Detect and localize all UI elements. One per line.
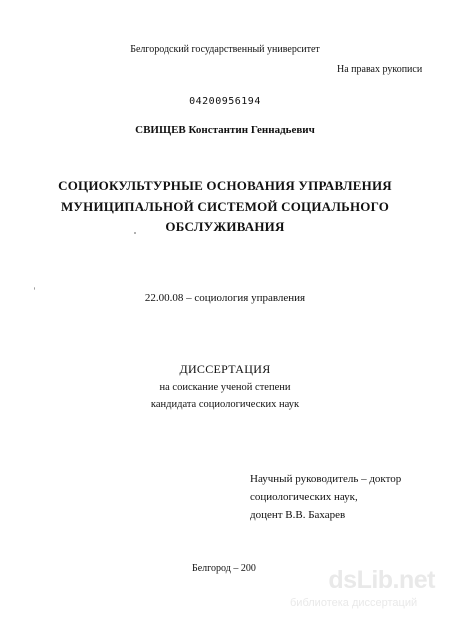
dslib-watermark [290, 566, 445, 614]
degree-line-1: на соискание ученой степени [159, 382, 291, 393]
university-name: Белгородский государственный университет [130, 44, 320, 55]
watermark-subtitle: библиотека диссертаций [290, 597, 418, 609]
manuscript-rights: На правах рукописи [337, 64, 423, 75]
scan-speck [134, 232, 136, 234]
specialty-code: 22.00.08 – социология управления [144, 292, 306, 304]
thesis-title-line-2: МУНИЦИПАЛЬНОЙ СИСТЕМОЙ СОЦИАЛЬНОГО [60, 199, 390, 214]
thesis-title-line-1: СОЦИОКУЛЬТУРНЫЕ ОСНОВАНИЯ УПРАВЛЕНИЯ [58, 178, 392, 193]
document-code: 04200956194 [189, 96, 261, 107]
author-name: СВИЩЕВ Константин Геннадьевич [135, 124, 315, 136]
supervisor-line-3: доцент В.В. Бахарев [250, 509, 346, 521]
watermark-logo: dsLib.net [328, 566, 435, 594]
document-type: ДИССЕРТАЦИЯ [179, 362, 271, 376]
city-year: Белгород – 200 [192, 563, 256, 574]
scan-speck [34, 287, 35, 290]
supervisor-line-2: социологических наук, [250, 491, 358, 503]
supervisor-line-1: Научный руководитель – доктор [250, 473, 402, 485]
thesis-title-line-3: ОБСЛУЖИВАНИЯ [165, 219, 285, 234]
degree-line-2: кандидата социологических наук [150, 399, 300, 410]
